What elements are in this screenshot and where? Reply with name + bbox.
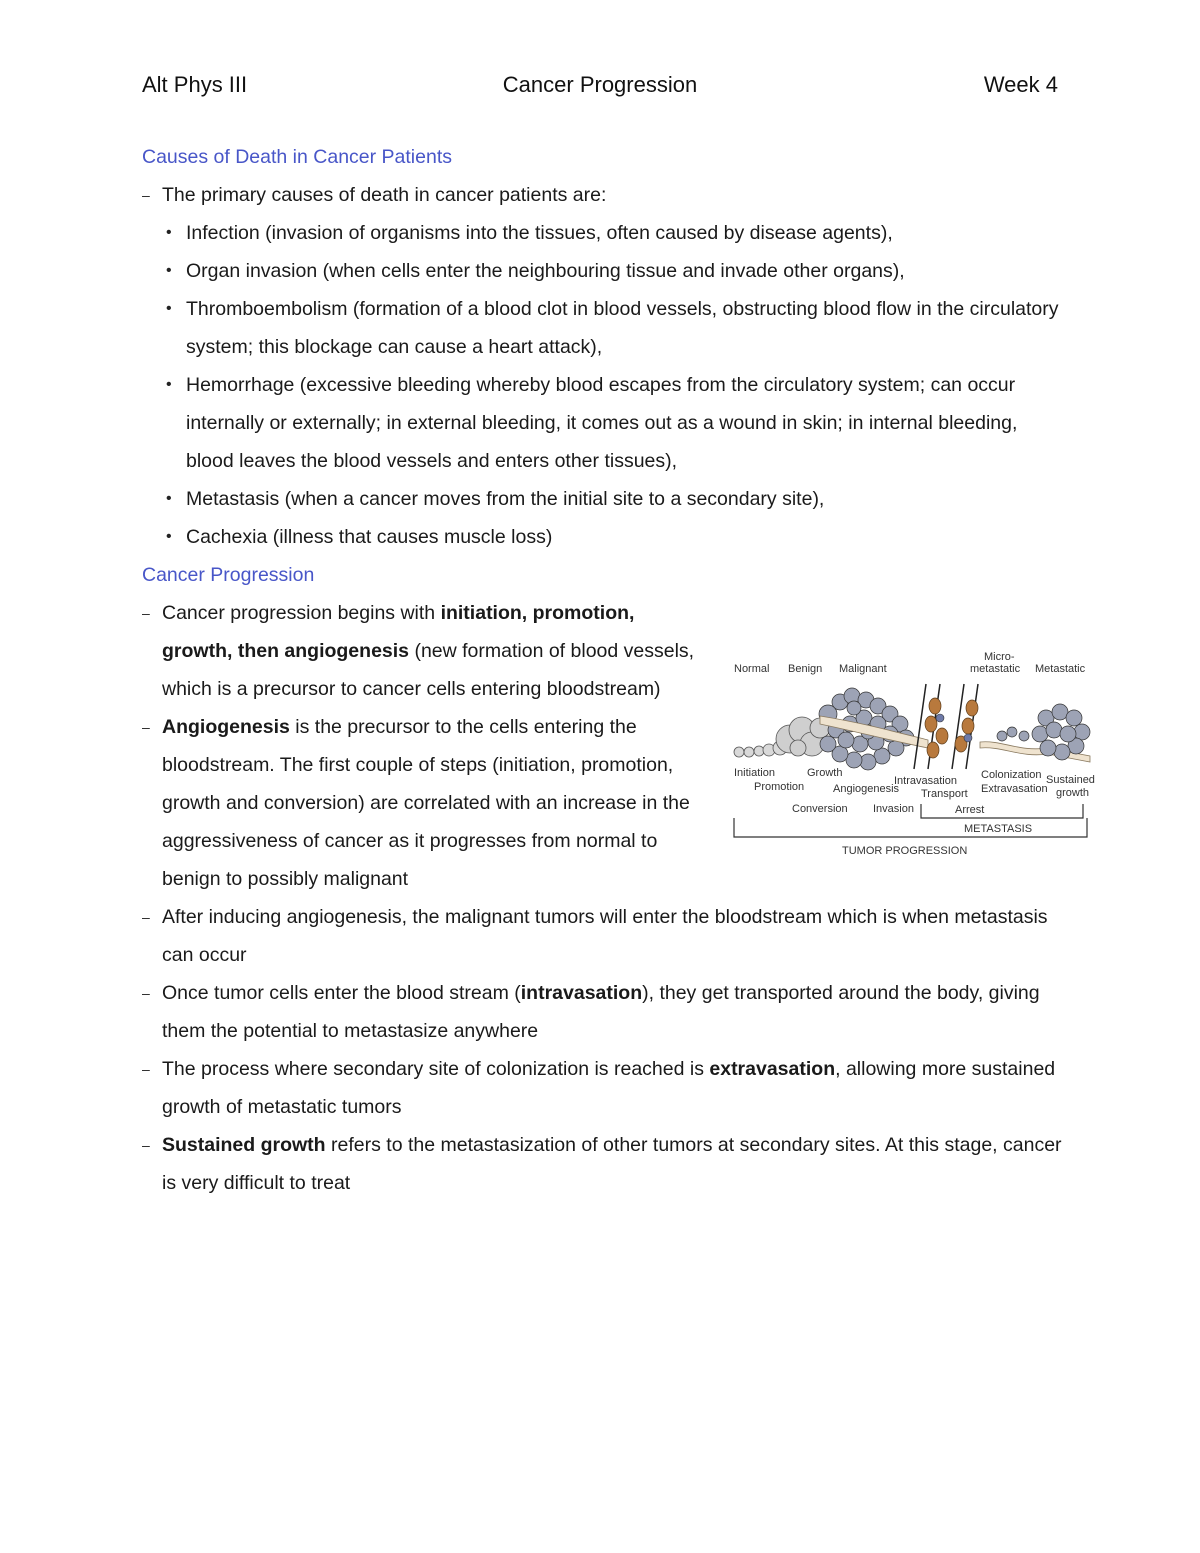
label-micrometastatic: metastatic bbox=[970, 663, 1021, 675]
cause-infection: • Infection (invasion of organisms into the tissues, often caused by disease agents), bbox=[142, 214, 1062, 252]
section-title-causes: Causes of Death in Cancer Patients bbox=[142, 146, 453, 168]
cause-thromboembolism: • Thromboembolism (formation of a blood clot in blood vessels, obstructing blood flow in the circulatory system; this blockage can cause a heart attack), bbox=[142, 290, 1062, 366]
progression-point-5 bbox=[142, 1050, 1062, 1126]
label-conversion: Conversion bbox=[792, 803, 848, 815]
cause-hemorrhage: • Hemorrhage (excessive bleeding whereby blood escapes from the circulatory system; can occur internally or externally; in external bleeding, it comes out as a wound in skin; in internal bleeding, blood leaves the blood vessels and enters other tissues), bbox=[142, 366, 1062, 480]
progression-point-3: – After inducing angiogenesis, the malignant tumors will enter the bloodstream which is when metastasis can occur bbox=[142, 898, 1062, 974]
cause-cachexia: • Cachexia (illness that causes muscle loss) bbox=[142, 518, 1062, 556]
label-growth: Growth bbox=[807, 767, 843, 779]
header-week: Week 4 bbox=[983, 72, 1058, 97]
label-growth-2: growth bbox=[1056, 787, 1090, 799]
label-metastatic: Metastatic bbox=[1035, 663, 1086, 675]
progression-point-2 bbox=[142, 708, 707, 898]
label-extravasation: Extravasation bbox=[981, 783, 1048, 795]
p5-text-end: , allowing more sustained growth of metastatic tumors bbox=[162, 1058, 1056, 1118]
p1-text: Cancer progression begins with bbox=[162, 602, 441, 624]
label-colonization: Colonization bbox=[981, 769, 1042, 781]
progression-point-4 bbox=[142, 974, 1062, 1050]
p6-text: refers to the metastasization of other tumors at secondary sites. At this stage, cancer is very difficult to treat bbox=[162, 1134, 1062, 1194]
p5-bold: extravasation bbox=[709, 1058, 836, 1080]
label-angiogenesis: Angiogenesis bbox=[833, 783, 900, 795]
label-transport: Transport bbox=[921, 788, 968, 800]
label-micro: Micro- bbox=[984, 651, 1015, 663]
label-metastasis: METASTASIS bbox=[964, 823, 1033, 835]
progression-point-1 bbox=[142, 594, 707, 708]
label-initiation: Initiation bbox=[734, 767, 775, 779]
label-invasion: Invasion bbox=[873, 803, 914, 815]
label-malignant: Malignant bbox=[839, 663, 887, 675]
p1-bold: initiation, promotion, growth, then angiogenesis bbox=[162, 602, 635, 662]
header-title: Cancer Progression bbox=[502, 72, 698, 97]
label-normal: Normal bbox=[734, 663, 770, 675]
header-course: Alt Phys III bbox=[142, 72, 248, 97]
p2-text: is the precursor to the cells entering the bloodstream. The first couple of steps (initiation, promotion, growth and conversion) are correlated with an increase in the aggressiveness of cancer as it progresses from normal to benign to possibly malignant bbox=[162, 716, 690, 890]
label-promotion: Promotion bbox=[754, 781, 805, 793]
causes-intro: – The primary causes of death in cancer patients are: bbox=[142, 176, 1062, 214]
label-arrest: Arrest bbox=[955, 804, 985, 816]
label-sustained: Sustained bbox=[1046, 774, 1095, 786]
tumor-progression-figure bbox=[728, 644, 1098, 864]
tumor-progression-diagram bbox=[728, 644, 1098, 864]
causes-list bbox=[142, 214, 1062, 556]
p4-text-end: ), they get transported around the body, giving them the potential to metastasize anywhere bbox=[162, 982, 1040, 1042]
section-title-progression: Cancer Progression bbox=[142, 564, 315, 586]
progression-point-6 bbox=[142, 1126, 1062, 1202]
cause-metastasis: • Metastasis (when a cancer moves from the initial site to a secondary site), bbox=[142, 480, 1062, 518]
label-benign: Benign bbox=[788, 663, 823, 675]
progression-bracket bbox=[734, 818, 1087, 837]
metastasis-bracket bbox=[921, 804, 1083, 818]
p4-bold: intravasation bbox=[520, 982, 643, 1004]
p5-text: The process where secondary site of colonization is reached is bbox=[162, 1058, 710, 1080]
p6-bold: Sustained growth bbox=[162, 1134, 326, 1156]
p2-bold: Angiogenesis bbox=[162, 716, 290, 738]
tumor-illustration bbox=[734, 684, 1090, 770]
p1-text-end: (new formation of blood vessels, which is a precursor to cancer cells entering bloodstream) bbox=[162, 640, 695, 700]
label-tumor-progression: TUMOR PROGRESSION bbox=[842, 845, 968, 857]
p4-text: Once tumor cells enter the blood stream ( bbox=[162, 982, 521, 1004]
cause-organ-invasion: • Organ invasion (when cells enter the neighbouring tissue and invade other organs), bbox=[142, 252, 1062, 290]
label-intravasation: Intravasation bbox=[894, 775, 957, 787]
